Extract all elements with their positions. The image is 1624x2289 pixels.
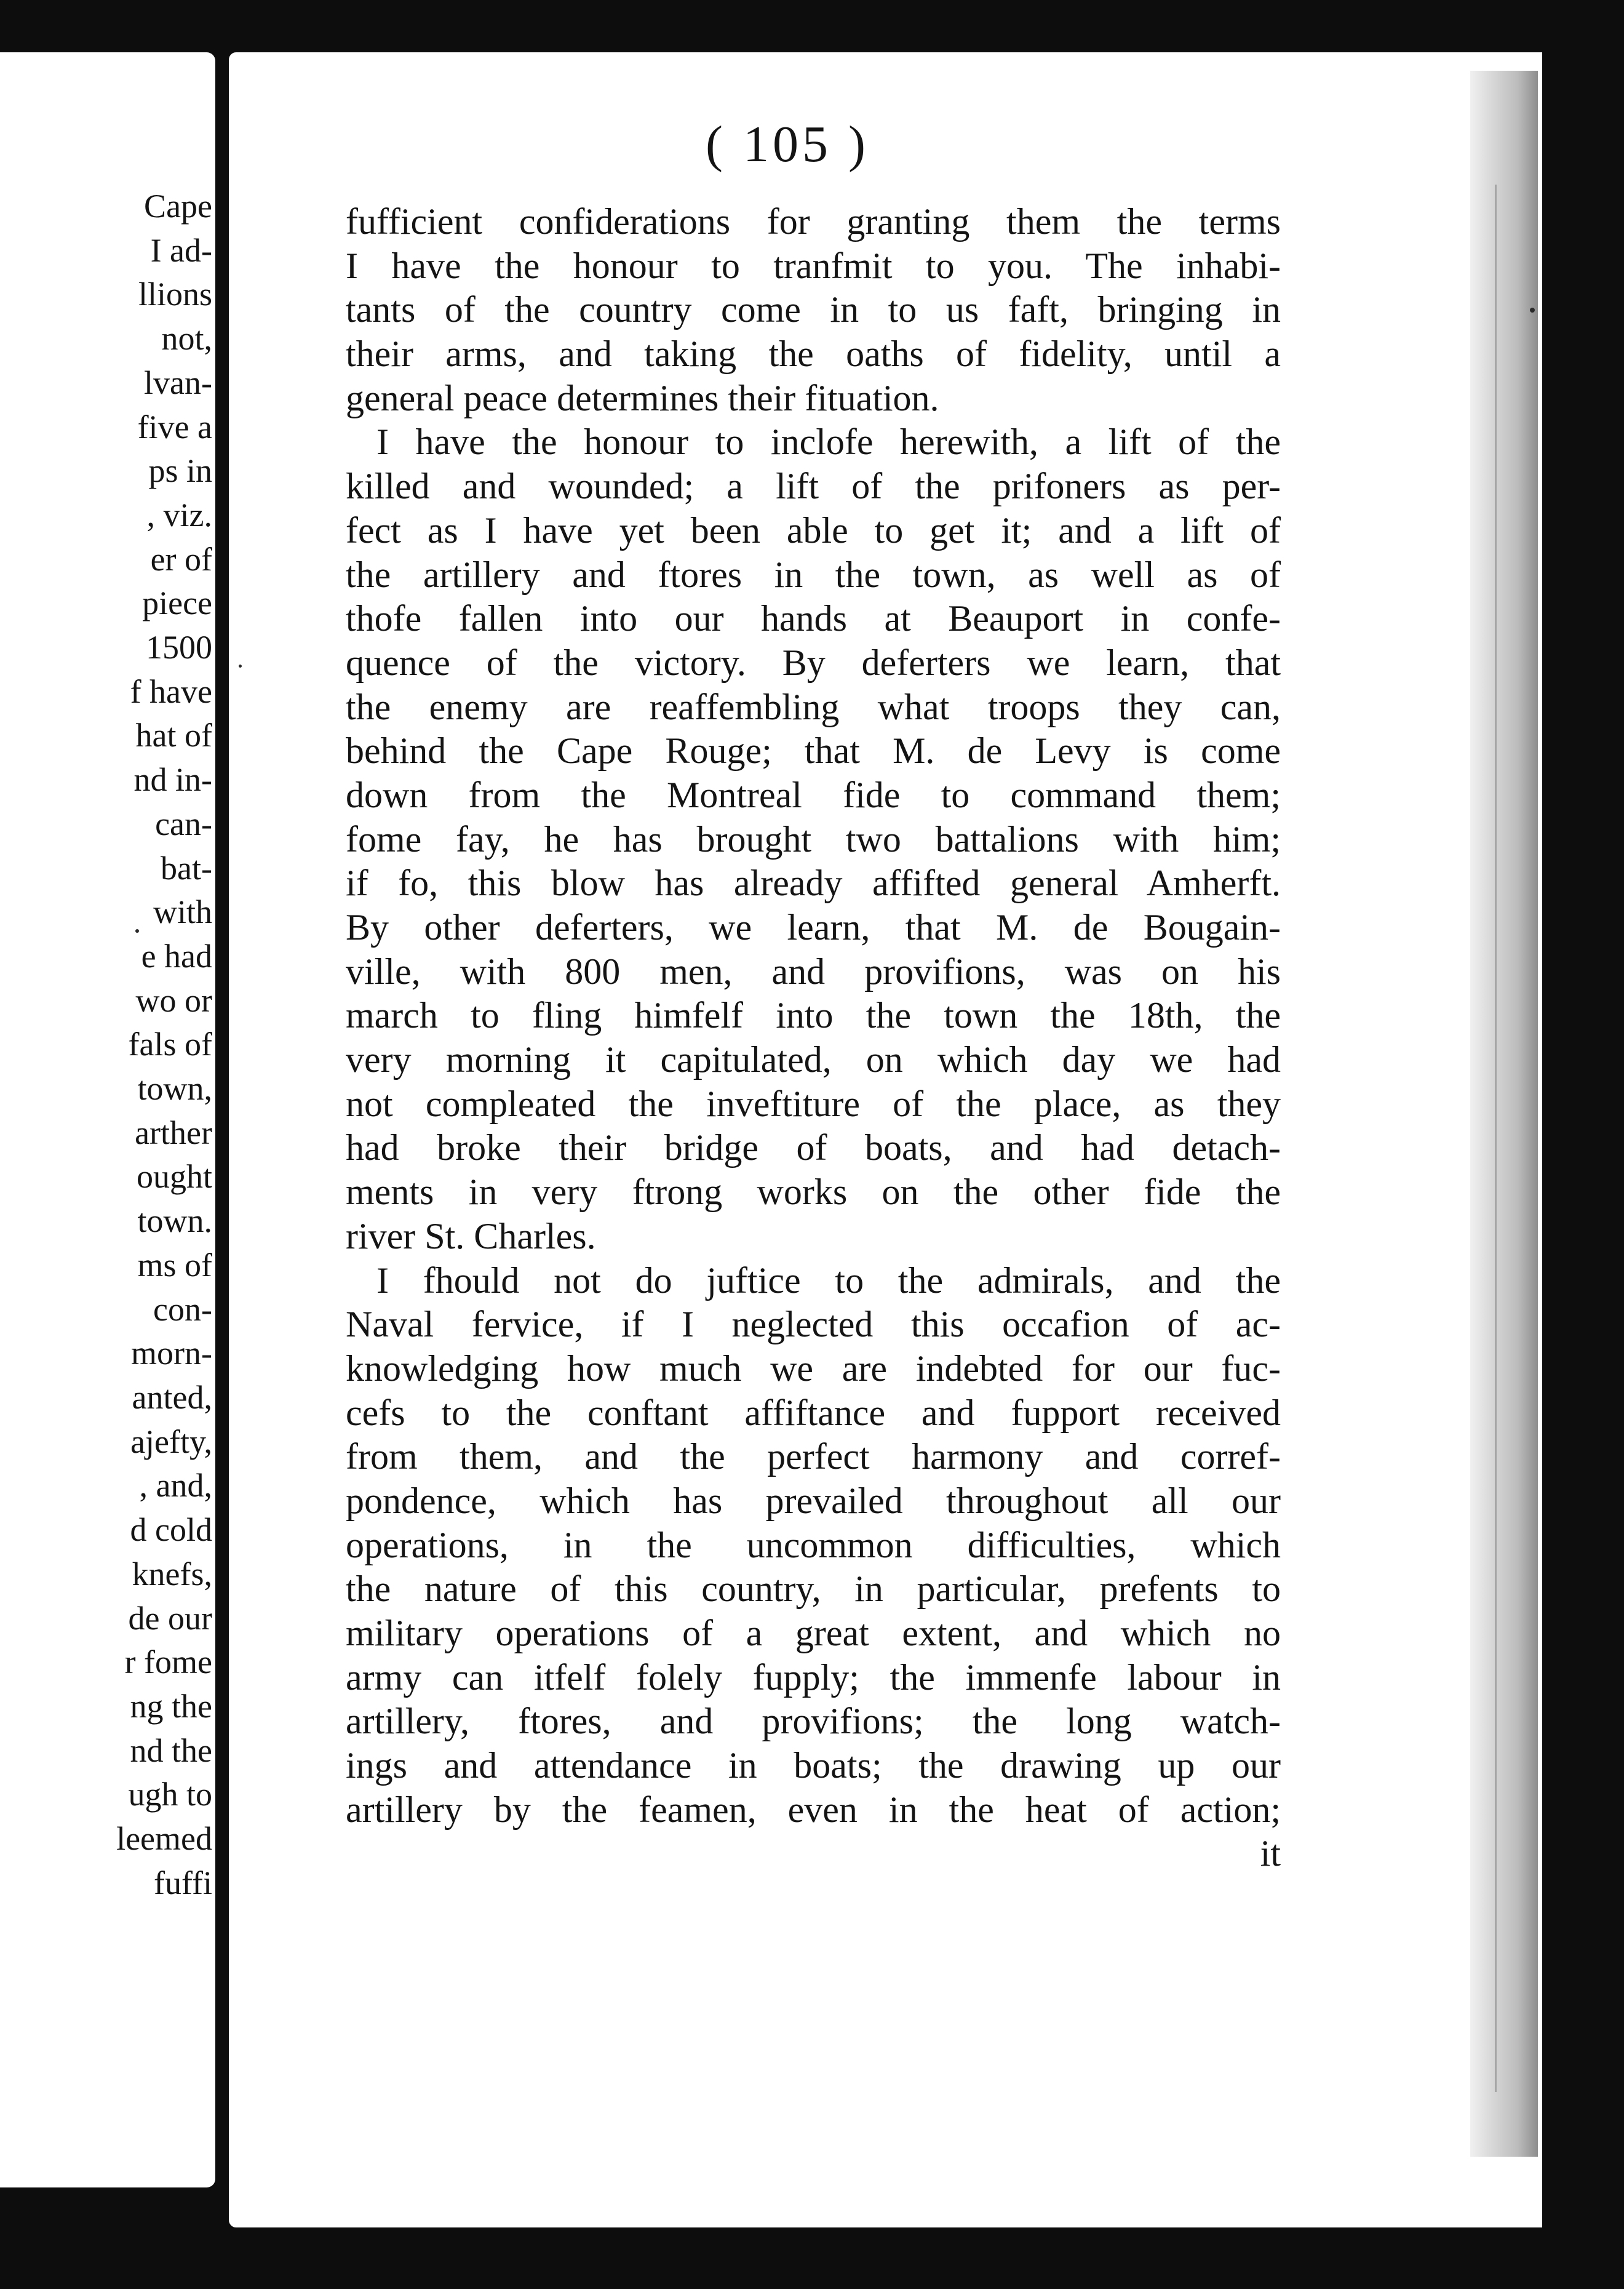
page-edge-line <box>1495 185 1497 2092</box>
text-line: artillery, ftores, and provifions; the long watch- <box>346 1701 1281 1742</box>
text-line: if fo, this blow has already affifted general Amherft. <box>346 863 1281 904</box>
text-line: tants of the country come in to us faft, bringing in <box>346 289 1281 330</box>
left-line: ng the <box>130 1687 212 1725</box>
left-line: Cape <box>144 188 212 225</box>
left-line: leemed <box>116 1820 212 1858</box>
paragraph-start-line: I have the honour to inclofe herewith, a lift of the <box>376 421 1281 463</box>
text-line: behind the Cape Rouge; that M. de Levy is come <box>346 730 1281 772</box>
left-line: r fome <box>124 1644 212 1681</box>
text-line: killed and wounded; a lift of the prifoners as per- <box>346 466 1281 507</box>
text-line: had broke their bridge of boats, and had detach- <box>346 1127 1281 1168</box>
text-line: march to fling himfelf into the town the 18th, the <box>346 995 1281 1036</box>
text-line: knowledging how much we are indebted for our fuc- <box>346 1348 1281 1389</box>
left-line: I ad- <box>150 231 212 269</box>
text-line: not compleated the inveftiture of the place, as they <box>346 1083 1281 1124</box>
left-line: morn- <box>131 1335 212 1372</box>
text-line: pondence, which has prevailed throughout all our <box>346 1480 1281 1521</box>
text-line: army can itfelf folely fupply; the immenfe labour in <box>346 1656 1281 1698</box>
left-line: arther <box>135 1114 212 1151</box>
text-line: the enemy are reaffembling what troops they can, <box>346 686 1281 727</box>
text-line: ville, with 800 men, and provifions, was on his <box>346 951 1281 992</box>
page-number: ( 105 ) <box>706 116 869 173</box>
left-page <box>0 52 215 2187</box>
text-line: their arms, and taking the oaths of fidelity, until a <box>346 334 1281 375</box>
left-line: town. <box>137 1202 212 1240</box>
left-line: de our <box>128 1599 212 1637</box>
text-line: river St. Charles. <box>346 1215 596 1256</box>
text-line: I have the honour to tranfmit to you. The inhabi- <box>346 245 1281 286</box>
left-line: with <box>153 893 212 931</box>
text-line: operations, in the uncommon difficulties, which <box>346 1524 1281 1565</box>
text-line: the artillery and ftores in the town, as well as of <box>346 554 1281 595</box>
text-line: artillery by the feamen, even in the heat of action; <box>346 1789 1281 1830</box>
left-line: can- <box>155 805 212 842</box>
left-line: , and, <box>139 1467 212 1504</box>
left-line: ought <box>136 1158 212 1196</box>
paragraph-start-line: I fhould not do juftice to the admirals, and the <box>376 1260 1281 1301</box>
left-line: nd the <box>130 1732 212 1769</box>
left-page-text <box>0 185 212 1905</box>
speck-mark <box>1530 308 1535 313</box>
left-line: er of <box>150 540 212 578</box>
text-line: cefs to the conftant affiftance and fupport received <box>346 1392 1281 1433</box>
text-line: fome fay, he has brought two battalions with him; <box>346 818 1281 860</box>
text-line: the nature of this country, in particular, prefents to <box>346 1568 1281 1610</box>
left-line: piece <box>142 585 212 622</box>
page-edge <box>1470 71 1538 2157</box>
text-line: general peace determines their fituation. <box>346 377 939 418</box>
left-line: anted, <box>132 1378 212 1416</box>
left-line: five a <box>137 408 212 445</box>
left-line: , viz. <box>146 496 212 533</box>
text-line: very morning it capitulated, on which day we had <box>346 1039 1281 1081</box>
text-line: Naval fervice, if I neglected this occafion of ac- <box>346 1304 1281 1345</box>
left-line: f have <box>130 673 212 710</box>
left-line: ps in <box>148 452 212 490</box>
left-line: not, <box>161 320 212 358</box>
text-line: from them, and the perfect harmony and corref- <box>346 1436 1281 1477</box>
speck-mark <box>135 929 139 933</box>
left-line: nd in- <box>133 761 212 799</box>
left-line: knefs, <box>132 1555 212 1592</box>
speck-mark <box>239 665 242 668</box>
left-line: ugh to <box>128 1776 212 1813</box>
left-line: hat of <box>135 717 212 754</box>
text-line: ings and attendance in boats; the drawing up our <box>346 1745 1281 1786</box>
left-line: bat- <box>161 849 212 887</box>
left-line: ajefty, <box>130 1423 212 1460</box>
left-line: wo or <box>135 981 212 1019</box>
left-line: d cold <box>130 1511 212 1549</box>
text-line: fect as I have yet been able to get it; and a lift of <box>346 509 1281 551</box>
left-line: fuffi <box>154 1864 212 1901</box>
left-line: lvan- <box>144 364 212 401</box>
text-line: down from the Montreal fide to command them; <box>346 774 1281 815</box>
left-line: fals of <box>128 1026 212 1063</box>
text-line: thofe fallen into our hands at Beauport in confe- <box>346 598 1281 639</box>
left-line: e had <box>141 937 212 975</box>
catchword: it <box>1260 1833 1281 1874</box>
body-text <box>346 200 1281 1876</box>
left-line: con- <box>153 1290 212 1328</box>
left-line: 1500 <box>146 629 212 666</box>
text-line: quence of the victory. By deferters we learn, that <box>346 642 1281 683</box>
left-line: llions <box>138 276 212 313</box>
text-line: By other deferters, we learn, that M. de Bougain- <box>346 907 1281 948</box>
text-line: ments in very ftrong works on the other fide the <box>346 1172 1281 1213</box>
left-line: town, <box>137 1070 212 1108</box>
left-line: ms of <box>137 1246 212 1284</box>
text-line: military operations of a great extent, and which no <box>346 1613 1281 1653</box>
text-line: fufficient confiderations for granting them the terms <box>346 201 1281 242</box>
